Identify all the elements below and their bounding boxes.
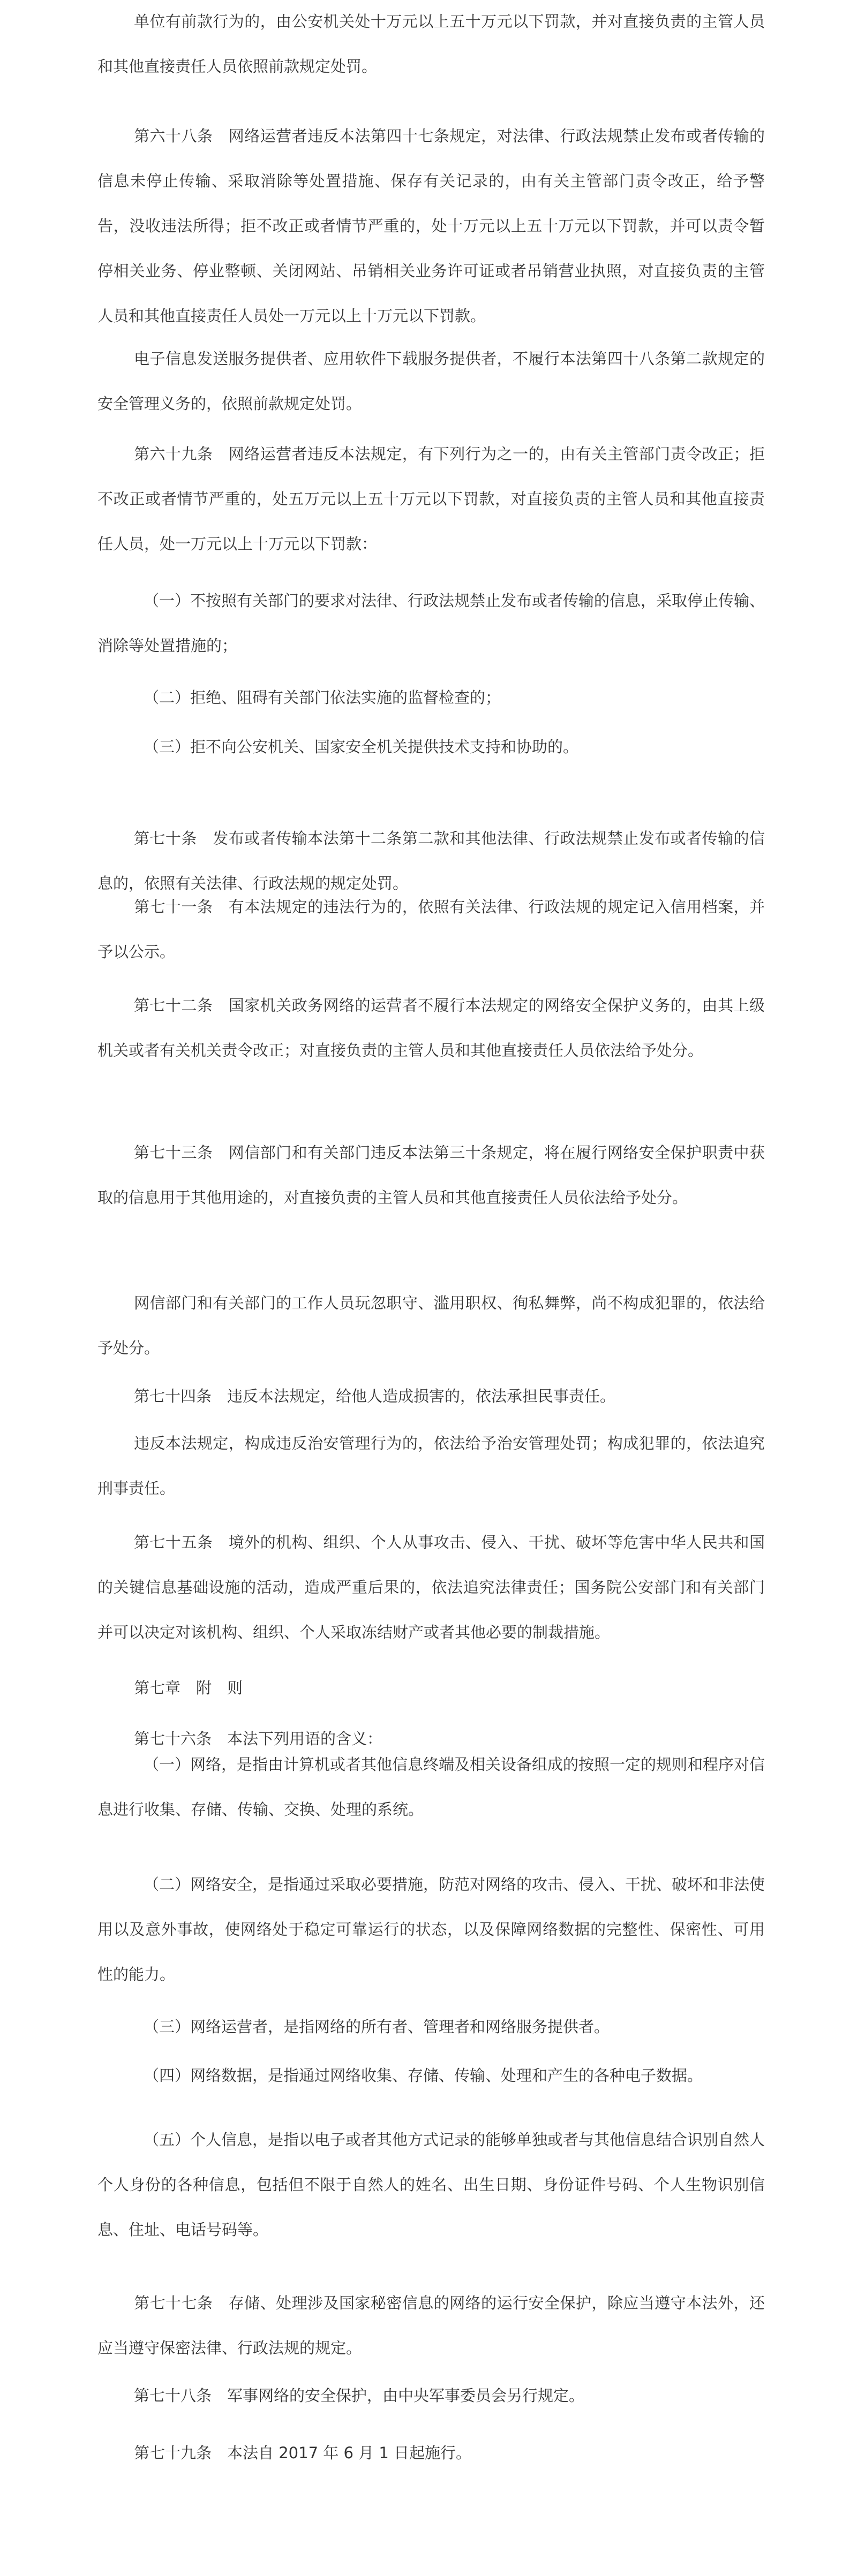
article-71: 第七十一条 有本法规定的违法行为的，依照有关法律、行政法规的规定记入信用档案，并予以公示。 <box>97 898 765 961</box>
article-68: 第六十八条 网络运营者违反本法第四十七条规定，对法律、行政法规禁止发布或者传输的信息未停止传输、采取消除等处置措施、保存有关记录的，由有关主管部门责令改正，给予警告，没收违法所得；拒不改正或者情节严重的，处十万元以上五十万元以下罚款，并可以责令暂停相关业务、停业整顿、关闭网站、吊销相关业务许可证或者吊销营业执照，对直接负责的主管人员和其他直接责任人员处一万元以上十万元以下罚款。 <box>97 127 765 325</box>
article-75: 第七十五条 境外的机构、组织、个人从事攻击、侵入、干扰、破坏等危害中华人民共和国的关键信息基础设施的活动，造成严重后果的，依法追究法律责任；国务院公安部门和有关部门并可以决定对该机构、组织、个人采取冻结财产或者其他必要的制裁措施。 <box>97 1533 765 1641</box>
article-73: 第七十三条 网信部门和有关部门违反本法第三十条规定，将在履行网络安全保护职责中获取的信息用于其他用途的，对直接负责的主管人员和其他直接责任人员依法给予处分。 <box>97 1143 765 1207</box>
article-78: 第七十八条 军事网络的安全保护，由中央军事委员会另行规定。 <box>134 2386 585 2405</box>
article-69-item-1: （一）不按照有关部门的要求对法律、行政法规禁止发布或者传输的信息，采取停止传输、消除等处置措施的； <box>97 592 765 655</box>
paragraph-penalty-unit: 单位有前款行为的，由公安机关处十万元以上五十万元以下罚款，并对直接负责的主管人员和其他直接责任人员依照前款规定处罚。 <box>97 12 765 75</box>
article-77: 第七十七条 存储、处理涉及国家秘密信息的网络的运行安全保护，除应当遵守本法外，还应当遵守保密法律、行政法规的规定。 <box>97 2294 765 2357</box>
article-68-paragraph-2: 电子信息发送服务提供者、应用软件下载服务提供者，不履行本法第四十八条第二款规定的安全管理义务的，依照前款规定处罚。 <box>97 350 765 413</box>
article-76-item-4: （四）网络数据，是指通过网络收集、存储、传输、处理和产生的各种电子数据。 <box>144 2066 703 2085</box>
article-74-paragraph-2: 违反本法规定，构成违反治安管理行为的，依法给予治安管理处罚；构成犯罪的，依法追究刑事责任。 <box>97 1434 765 1497</box>
article-79: 第七十九条 本法自 2017 年 6 月 1 日起施行。 <box>134 2444 472 2462</box>
article-70: 第七十条 发布或者传输本法第十二条第二款和其他法律、行政法规禁止发布或者传输的信息的，依照有关法律、行政法规的规定处罚。 <box>97 829 765 892</box>
article-69-item-2: （二）拒绝、阻碍有关部门依法实施的监督检查的； <box>144 688 501 707</box>
article-76-item-3: （三）网络运营者，是指网络的所有者、管理者和网络服务提供者。 <box>144 2018 610 2036</box>
article-76-item-1: （一）网络，是指由计算机或者其他信息终端及相关设备组成的按照一定的规则和程序对信息进行收集、存储、传输、交换、处理的系统。 <box>97 1755 765 1819</box>
article-73-paragraph-2: 网信部门和有关部门的工作人员玩忽职守、滥用职权、徇私舞弊，尚不构成犯罪的，依法给予处分。 <box>97 1294 765 1357</box>
article-72: 第七十二条 国家机关政务网络的运营者不履行本法规定的网络安全保护义务的，由其上级机关或者有关机关责令改正；对直接负责的主管人员和其他直接责任人员依法给予处分。 <box>97 996 765 1059</box>
article-76: 第七十六条 本法下列用语的含义： <box>134 1730 383 1748</box>
article-76-item-5: （五）个人信息，是指以电子或者其他方式记录的能够单独或者与其他信息结合识别自然人个人身份的各种信息，包括但不限于自然人的姓名、出生日期、身份证件号码、个人生物识别信息、住址、电话号码等。 <box>97 2131 765 2239</box>
article-69-item-3: （三）拒不向公安机关、国家安全机关提供技术支持和协助的。 <box>144 738 579 756</box>
chapter-7-heading: 第七章 附 则 <box>134 1679 243 1697</box>
article-69: 第六十九条 网络运营者违反本法规定，有下列行为之一的，由有关主管部门责令改正；拒不改正或者情节严重的，处五万元以上五十万元以下罚款，对直接负责的主管人员和其他直接责任人员，处一万元以上十万元以下罚款： <box>97 445 765 553</box>
article-76-item-2: （二）网络安全，是指通过采取必要措施，防范对网络的攻击、侵入、干扰、破坏和非法使用以及意外事故，使网络处于稳定可靠运行的状态，以及保障网络数据的完整性、保密性、可用性的能力。 <box>97 1875 765 1983</box>
article-74: 第七十四条 违反本法规定，给他人造成损害的，依法承担民事责任。 <box>134 1387 616 1405</box>
